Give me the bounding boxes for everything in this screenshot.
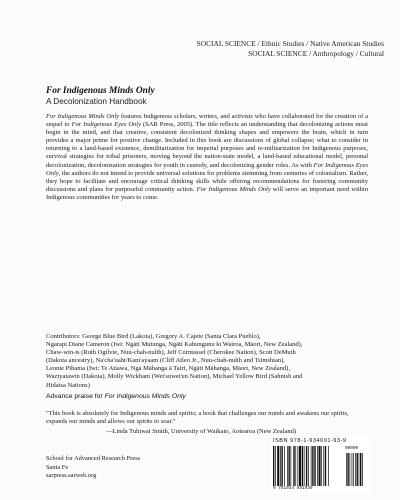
quote-attribution: —Linda Tuhiwai Smith, University of Waikato, Aotearoa (New Zealand)	[106, 428, 296, 435]
publisher-url: sarpress.sarweb.org	[46, 472, 97, 479]
contributors-line: Hidatsa Nations)	[46, 381, 90, 389]
isbn-barcode	[271, 437, 371, 493]
barcode-addon-digits: 90000	[345, 446, 359, 451]
publisher-info	[46, 455, 140, 481]
book-title: For Indigenous Minds Only	[46, 86, 155, 96]
description-text: features Indigenous scholars, writers, and activists who have collaborated for the creation of a sequel to	[46, 113, 368, 129]
praise-heading-title: For Indigenous Minds Only	[104, 393, 186, 400]
contributors-line: Leonie Pihama (Iwi: Te Atiawa, Ngā Māhanga ā Tairi, Ngāti Māhanga, Māori, New Zealand),	[46, 365, 290, 373]
title-reference: For Indigenous Minds Only	[196, 185, 271, 193]
book-description	[46, 113, 368, 202]
title-reference: For Indigenous Minds Only	[46, 113, 120, 120]
description-text: (SAR Press, 2005). The title reflects an understanding that decolonizing actions must begin in the mind, and that creative, consistent decolonized thinking shapes and empowers the brain, which in turn provides a major prime for positive change. Included in this book are discussions of global collapse; what to consider in returning to a land-based existence, demilitarization for imperial purposes and re-militarization for Indigenous purposes, survival strategies for tribal prisoners, moving beyond the nation-state model, a land-based educational model, personal decolonization, decolonization strategies for youth in custody, and decolonizing gender roles. As with	[46, 121, 368, 169]
contributors-line: Chaw-win-is (Ruth Ogilvie, Nuu-chah-nulth), Jeff Corntassel (Cherokee Nation), Scott DeMuth	[46, 349, 296, 357]
publisher-name: School for Advanced Research Press	[46, 455, 141, 462]
praise-heading	[46, 393, 186, 400]
contributors-line: Ngarapi Diane Cameron (Iwi: Ngāti Mutunga, Ngāti Kahungunu ki Wairoa, Māori, New Zealand),	[46, 341, 303, 349]
description-text: , the authors do not intend to provide universal solutions for problems stemming from centuries of colonialism. Rather, they hope to facilitate and encourage critical thinking skills while offering recommendations for fostering community discussions and plans for purposeful community action.	[46, 169, 368, 193]
contributors-line: Waziyatawin (Dakota), Molly Wickham (Wet'suwet'en Nation), Michael Yellow Bird (Sahnish and	[46, 373, 303, 381]
barcode-bars-icon	[273, 446, 369, 486]
contributors-line: Contributors: George Blue Bird (Lakota), Gregory A. Cajete (Santa Clara Pueblo),	[46, 333, 261, 340]
subject-categories	[197, 39, 384, 60]
barcode-digits: 9 781934 691939	[273, 486, 313, 491]
book-subtitle: A Decolonization Handbook	[46, 97, 147, 106]
contributors-line: (Dakota ancestry), Na'cha'uaht/Kam'ayaam (Cliff Atleo Jr., Nuu-chah-nulth and Tsimshian),	[46, 357, 285, 365]
isbn-number: ISBN 978-1-934691-93-9	[273, 438, 347, 444]
praise-heading-prefix: Advance praise for	[46, 393, 105, 400]
description-text: will serve an important need within Indigenous communities for years to come.	[46, 185, 368, 201]
publisher-city: Santa Fe	[46, 463, 69, 471]
title-reference: For Indigenous Eyes Only	[71, 121, 141, 129]
subject-line: SOCIAL SCIENCE / Anthropology / Cultural	[248, 49, 384, 59]
title-reference: For Indigenous Eyes Only	[46, 161, 369, 177]
subject-line: SOCIAL SCIENCE / Ethnic Studies / Native American Studies	[196, 39, 384, 48]
contributors-list	[46, 333, 376, 390]
praise-quote: "This book is absolutely for Indigenous minds and spirits; a book that challenges our minds and awakens our spirits, expands our minds and allows our spirits to soar."	[46, 410, 349, 426]
